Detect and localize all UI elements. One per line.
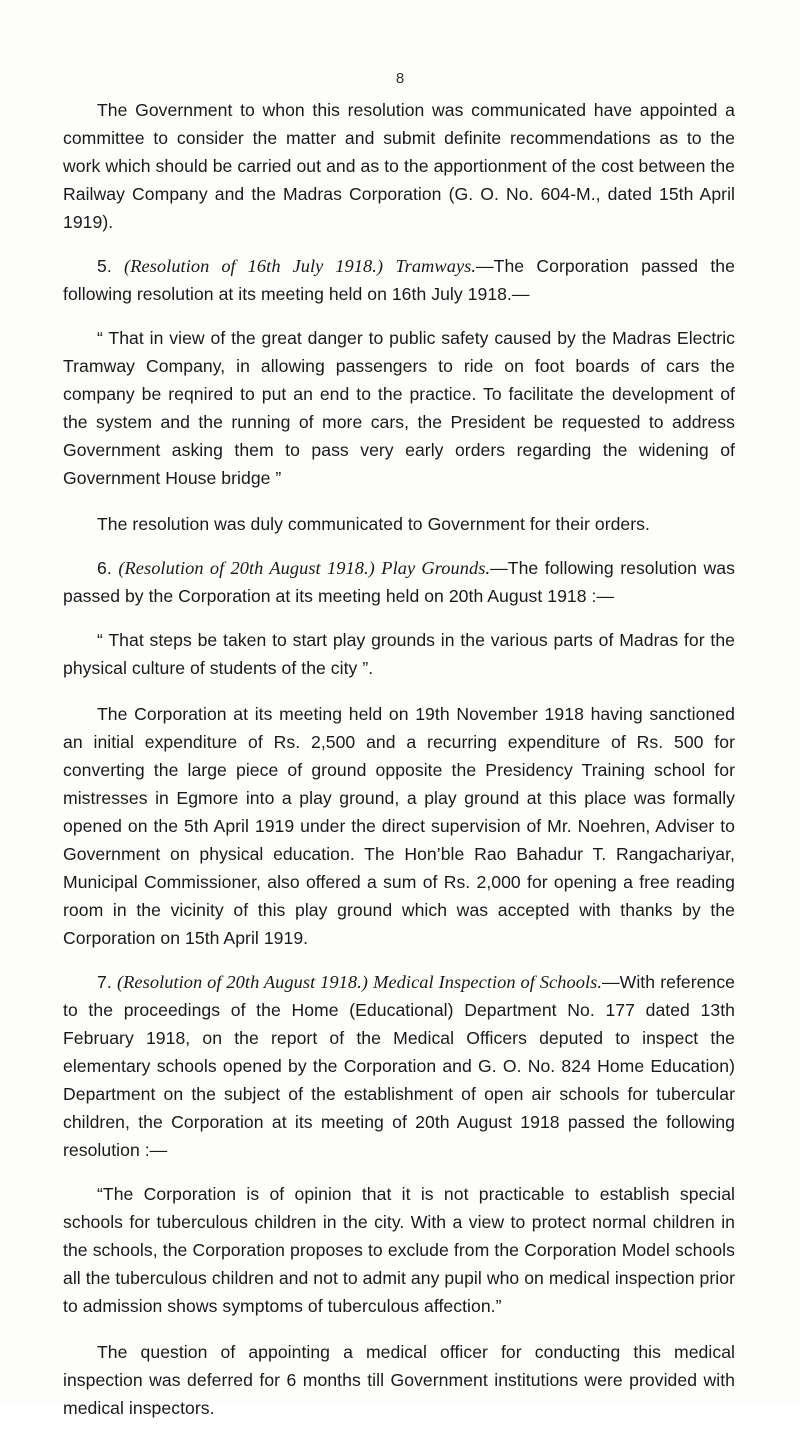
section-6-number: 6.: [97, 558, 112, 578]
section-7-followup: The question of appointing a medical officer for conducting this medical inspection was deferred for 6 months till Government institutions were provided with medical inspectors.: [63, 1342, 735, 1418]
section-7-number: 7.: [97, 972, 112, 992]
section-6-text: —The following resolution was passed by the Corporation at its meeting held on 20th August 1918 :—: [63, 558, 735, 606]
page-number: 8: [395, 70, 405, 87]
paragraph-intro: The Government to whon this resolution was communicated have appointed a committee to consider the matter and submit definite recommendations as to the work which should be carried out and as to the apportionment of the cost between the Railway Company and the Madras Corporation (G. O. No. 604-M., dated 15th April 1919).: [63, 100, 735, 232]
section-6-resolution: (Resolution of 20th August 1918.): [118, 558, 375, 578]
section-5-quote: “ That in view of the great danger to public safety caused by the Madras Electric Tramway Company, in allowing passengers to ride on foot boards of cars the company be reqnired to put an end to the practice. To facilitate the development of the system and the running of more cars, the President be requested to address Government asking them to pass very early orders regarding the widening of Government House bridge ”: [63, 328, 735, 488]
section-6-quote: “ That steps be taken to start play grounds in the various parts of Madras for the physical culture of students of the city ”.: [63, 630, 735, 678]
section-5-text: —The Corporation passed the following resolution at its meeting held on 16th July 1918.—: [63, 256, 735, 304]
section-5-number: 5.: [97, 256, 112, 276]
section-7-resolution: (Resolution of 20th August 1918.): [116, 972, 368, 992]
section-5-paragraph: [63, 252, 735, 308]
section-5-followup: The resolution was duly communicated to Government for their orders.: [97, 514, 650, 534]
section-6-heading: Play Grounds.: [381, 558, 491, 578]
section-6-followup: The Corporation at its meeting held on 19th November 1918 having sanctioned an initial expenditure of Rs. 2,500 and a recurring expenditure of Rs. 500 for converting the large piece of ground opposite the Presidency Training school for mistresses in Egmore into a play ground, a play ground at this place was formally opened on the 5th April 1919 under the direct supervision of Mr. Noehren, Adviser to Government on physical education. The Hon’ble Rao Bahadur T. Rangachariyar, Municipal Commissioner, also offered a sum of Rs. 2,000 for opening a free reading room in the vicinity of this play ground which was accepted with thanks by the Corporation on 15th April 1919.: [63, 704, 735, 948]
section-7-text: —With reference to the proceedings of the Home (Educational) Department No. 177 dated 13th February 1918, on the report of the Medical Officers deputed to inspect the elementary schools opened by the Corporation and G. O. No. 824 Home Education) Department on the subject of the establishment of open air schools for tubercular children, the Corporation at its meeting of 20th August 1918 passed the following resolution :—: [63, 972, 735, 1160]
section-5-resolution: (Resolution of 16th July 1918.): [124, 256, 384, 276]
section-6-paragraph: [63, 554, 735, 610]
section-7-paragraph: [63, 968, 735, 1164]
section-7-quote: “The Corporation is of opinion that it is not practicable to establish special schools for tuberculous children in the city. With a view to protect normal children in the schools, the Corporation proposes to exclude from the Corporation Model schools all the tuberculous children and not to admit any pupil who on medical inspection prior to admission shows symptoms of tuberculous affection.”: [63, 1184, 735, 1316]
section-5-heading: Tramways.: [395, 256, 477, 276]
section-7-heading: Medical Inspection of Schools.: [373, 972, 603, 992]
document-body: [63, 96, 735, 1438]
